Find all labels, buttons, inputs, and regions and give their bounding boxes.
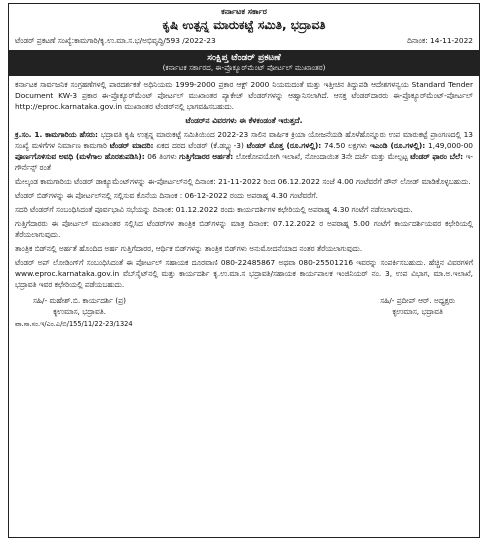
contact-paragraph: ಟೆಂಡರ್ ಅಪ್ ಲೋಡಿಂಗ್‌ಗೆ ಸಂಬಂಧಿಸಿದಂತೆ ಈ ಪೋರ್ಟಲ್ ಸಹಾಯಕ ದೂರವಾಣಿ 080-22485867 ಅಥವಾ 080-25501216 ಇವರನ್ನು ಸಂಪರ್ಕಿಸಬಹುದು. ಹೆಚ್ಚಿನ ವಿವರಗಳಿಗೆ www.eproc.karnataka.gov.in ವೆಬ್‌ಸೈಟ್‌ನಲ್ಲಿ ಮತ್ತು ಕಾರ್ಯದರ್ಶಿ ಕೃ.ಉ.ಮಾ.ಸ ಭದ್ರಾವತಿ/ಸಹಾಯಕ ಕಾರ್ಯಪಾಲಕ ಇಂಜಿನಿಯರ್ ನಂ. 3, ಉಪ ವಿಭಾಗ, ಮಾ.ಅ.ಇಲಾಖೆ, ಭದ್ರಾವತಿ ಇವರ ಕಛೇರಿಯಲ್ಲಿ ಪಡೆಯಬಹುದು.: [15, 258, 473, 289]
submission-paragraph: ಟೆಂಡರ್ ಬಿಡ್‌ಗಳನ್ನು ಈ ಪೋರ್ಟಲ್‌ನಲ್ಲಿ ಸಲ್ಲಿಸುವ ಕೊನೆಯ ದಿನಾಂಕ : 06-12-2022 ರಂದು ಅಪರಾಹ್ನ 4.30 ಗಂಟೆವರೆಗೆ.: [15, 191, 318, 200]
tender-notice: [8, 3, 480, 538]
president-org: ಕೃಉಮಾಸ, ಭದ್ರಾವತಿ: [392, 307, 443, 316]
reference-number: ಟೆಂಡರ್ ಪ್ರಕಟಣೆ ಸಂಖ್ಯೆ:ಕಾಮಗಾರಿ/ಕೃ.ಉ.ಮಾ.ಸ.ಭ/ಅಭಿವೃದ್ಧಿ/593 /2022-23: [15, 36, 216, 45]
form-fee-label: ಟೆಂಡರ್ ಫಾರಂ ಬೆಲೆ:: [410, 152, 464, 161]
period-value: 06 ತಿಂಗಳು: [147, 152, 177, 161]
work-label: ಕ್ರ.ಸಂ. 1. ಕಾಮಗಾರಿಯ ಹೆಸರು:: [15, 130, 99, 139]
footer-ref: ವಾ.ಸಾ.ಸಂ.ಇ/ಎಂ.ಎ/ಬಿ/155/11/22-23/1324: [15, 320, 133, 328]
signature-secretary: [33, 295, 126, 317]
contractor-value: ಲೋಕೋಪಯೋಗಿ ಇಲಾಖೆ, ನೋಂದಾಯಿತ 3ನೇ ದರ್ಜೆ ಮತ್ತು ಮೇಲ್ಪಟ್ಟ: [235, 152, 408, 161]
committee-title: ಕೃಷಿ ಉತ್ಪನ್ನ ಮಾರುಕಟ್ಟೆ ಸಮಿತಿ, ಭದ್ರಾವತಿ: [162, 18, 326, 32]
download-paragraph: ಮೇಲ್ಕಂಡ ಕಾಮಗಾರಿಯ ಟೆಂಡರ್ ಡಾಕ್ಯೂಮೆಂಟ್‌ಗಳನ್ನು ಈ-ಪೋರ್ಟಲ್‌ನಲ್ಲಿ ದಿನಾಂಕ: 21-11-2022 ರಿಂದ 06.12.2022 ಸಂಜೆ 4.00 ಗಂಟೆವರೆಗೆ ಡೌನ್ ಲೋಡ್ ಮಾಡಿಕೊಳ್ಳಬಹುದು.: [15, 177, 471, 186]
work-name: ಭದ್ರಾವತಿ ಕೃಷಿ ಉತ್ಪನ್ನ ಮಾರುಕಟ್ಟೆ ಸಮಿತಿಯಿಂದ 2022-23 ಸಾಲಿನ ವಾರ್ಷಿಕ ಕ್ರಿಯಾ ಯೋಜನೆಯಡಿ ಹೊಳೆಹೊನ್ನೂರು ಉಪ ಮಾರುಕಟ್ಟೆ ಪ್ರಾಂಗಣದಲ್ಲಿ 13 ಸಂಖ್ಯೆ ಮಳಿಗೆಗಳ ನಿರ್ಮಾಣ ಕಾಮಗಾರಿ: [15, 130, 473, 150]
intro-paragraph: ಕರ್ನಾಟಕ ಸಾರ್ವಜನಿಕ ಸಂಗ್ರಹಣೆಗಳಲ್ಲಿ ಪಾರದರ್ಶಕತೆ ಅಧಿನಿಯಮ 1999-2000 ಪ್ರಕಾರ ಆಕ್ಟ್ 2000 ನಿಯಮದಂತೆ ಮತ್ತು ಇತ್ತೀಚಿನ ತಿದ್ದುಪಡಿ ಆದೇಶಗಳನ್ವಯ Standard Tender Document KW-3 ಪ್ರಕಾರ ಈ-ಪ್ರೊಕ್ಯೂರ್‌ಮೆಂಟ್ ಪೋರ್ಟಲ್ ಮುಖಾಂತರ ಪ್ಯಾಕೇಜ್ ಟೆಂಡರ್‌ಗಳನ್ನು ಆಹ್ವಾನಿಸಲಾಗಿದೆ. ಆಸಕ್ತ ಟೆಂಡರ್‌ದಾರರು ಈ-ಪ್ರೊಕ್ಯೂರ್‌ಮೆಂಟ್-ಪೋರ್ಟಲ್ http://eproc.karnataka.gov.in ಮುಖಾಂತರ ಟೆಂಡರ್‌ನಲ್ಲಿ ಭಾಗವಹಿಸಬಹುದು.: [15, 80, 473, 111]
period-label: ಪೂರ್ಣಗೊಳಿಸುವ ಅವಧಿ (ಮಳೆಗಾಲ ಹೊರತುಪಡಿಸಿ):: [15, 152, 145, 161]
form-fee-value: ಇ-ಗೌರ್ನೆನ್ಸ್ ರಂತೆ: [15, 152, 474, 172]
emd-value: 1,49,000-00: [428, 141, 473, 150]
banner-title: ಸಂಕ್ಷಿಪ್ತ ಟೆಂಡರ್ ಪ್ರಕಟಣೆ: [207, 53, 281, 63]
contractor-label: ಗುತ್ತಿಗೆದಾರರ ಅರ್ಹತೆ:: [179, 152, 234, 161]
signature-president: [380, 295, 455, 317]
technical-bid-paragraph: ಗುತ್ತಿಗೆದಾರರು ಈ ಪೋರ್ಟಲ್ ಮುಖಾಂತರ ಸಲ್ಲಿಸಿದ ಟೆಂಡರ್‌ಗಳ ತಾಂತ್ರಿಕ ಬಿಡ್‌ಗಳನ್ನು ಮಾತ್ರ ದಿನಾಂಕ: 07.12.2022 ರ ಅಪರಾಹ್ನ 5.00 ಗಂಟೆಗೆ ಕಾರ್ಯದರ್ಶಿಯವರ ಕಛೇರಿಯಲ್ಲಿ ತೆರೆಯಲಾಗುವುದು.: [15, 219, 473, 239]
emd-label: ಇಎಂಡಿ (ರೂ.ಗಳಲ್ಲಿ):: [369, 141, 426, 150]
tender-type-value: ಏಕದ ದರದ ಟೆಂಡರ್ (ಕೆ.ಡಬ್ಲ್ಯು-3): [156, 141, 244, 150]
govt-title: ಕರ್ನಾಟಕ ಸರ್ಕಾರ: [221, 7, 267, 16]
notice-date: ದಿನಾಂಕ: 14-11-2022: [407, 36, 473, 45]
details-heading: ಟೆಂಡರ್‌ನ ವಿವರಗಳು ಈ ಕೆಳಕಂಡಂತೆ ಇರುತ್ತದೆ.: [185, 116, 303, 125]
secretary-org: ಕೃಉಮಾಸ, ಭದ್ರಾವತಿ.: [53, 307, 106, 316]
prebid-paragraph: ಸದರಿ ಟೆಂಡರ್‌ಗೆ ಸಂಬಂಧಿಸಿದಂತೆ ಪೂರ್ವಭಾವಿ ಸಭೆಯನ್ನು ದಿನಾಂಕ: 01.12.2022 ರಂದು ಕಾರ್ಯದರ್ಶಿಗಳ ಕಛೇರಿಯಲ್ಲಿ ಅಪರಾಹ್ನ 4.30 ಗಂಟೆಗೆ ನಡೆಸಲಾಗುವುದು.: [15, 205, 413, 214]
financial-bid-paragraph: ತಾಂತ್ರಿಕ ಬಿಡ್‌ನಲ್ಲಿ ಅರ್ಹತೆ ಹೊಂದಿದ ಅರ್ಹ ಗುತ್ತಿಗೆದಾರರ, ಆರ್ಥಿಕ ಬಿಡ್‌ಗಳನ್ನು ತಾಂತ್ರಿಕ ಬಿಡ್‌ಗಳು ಅನುಮೋದನೆಯಾದ ನಂತರ ತೆರೆಯಲಾಗುವುದು.: [15, 244, 363, 253]
tender-amount-value: 74.50 ಲಕ್ಷಗಳು: [324, 141, 368, 150]
tender-type-label: ಟೆಂಡರ್ ಮಾದರಿ:: [109, 141, 154, 150]
reference-line: [15, 36, 473, 46]
work-details: [15, 129, 473, 173]
president-name: ಸಹಿ/- ಪ್ರದೀಪ್ ಆರ್. ಅಧ್ಯಕ್ಷರು: [380, 296, 455, 305]
signatures: [15, 295, 473, 317]
banner-subtitle: (ಕರ್ನಾಟಕ ಸರ್ಕಾರದ, ಈ-ಪ್ರೊಕ್ಯೂರ್‌ಮೆಂಟ್ ಪೋರ್ಟಲ್ ಮುಖಾಂತರ): [162, 63, 326, 72]
tender-amount-label: ಟೆಂಡರ್ ಮೊತ್ತ (ರೂ.ಗಳಲ್ಲಿ):: [246, 141, 322, 150]
secretary-name: ಸಹಿ/- ಮಹೇಶ್.ಬಿ. ಕಾರ್ಯದರ್ಶಿ (ಪ್ರ): [33, 296, 127, 305]
notice-banner: [9, 50, 479, 76]
